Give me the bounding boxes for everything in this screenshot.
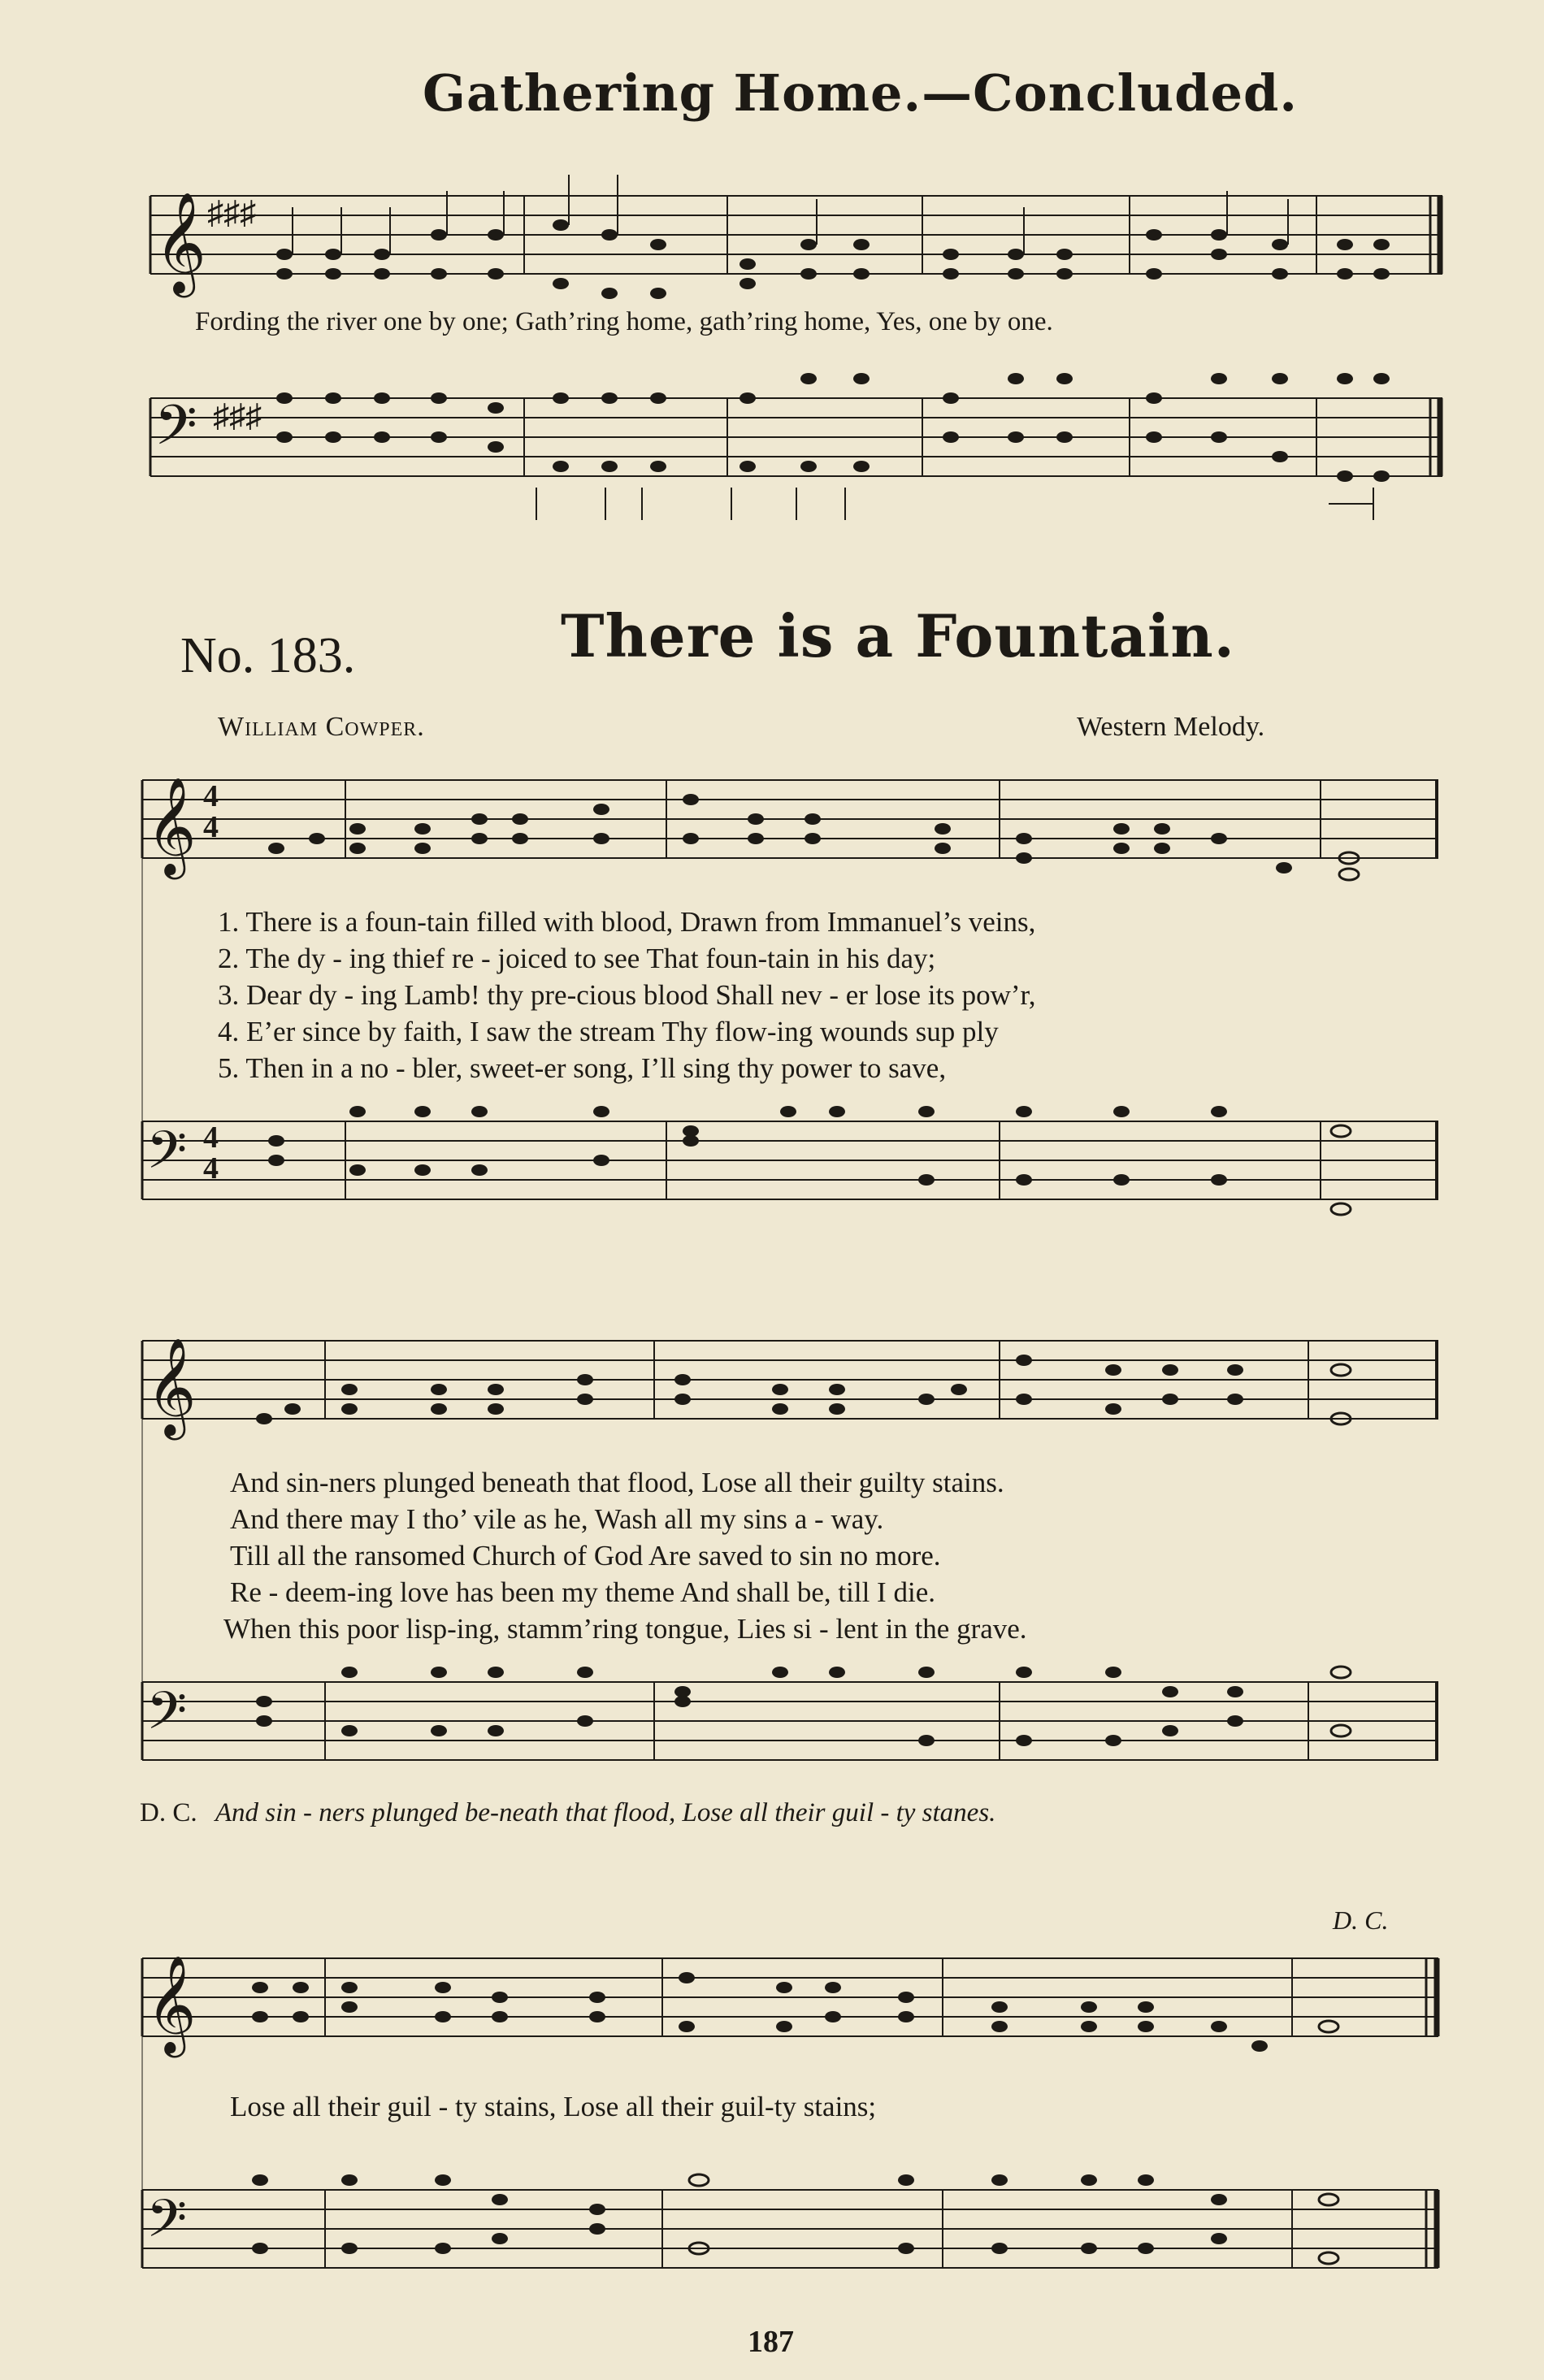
verse-4-line-a: 4. E’er since by faith, I saw the stream Thy flow-ing wounds sup ply <box>218 1016 999 1047</box>
svg-text:♯♯♯: ♯♯♯ <box>213 397 262 434</box>
gathering-lyric: Fording the river one by one; Gath’ring home, gath’ring home, Yes, one by one. <box>195 307 1053 336</box>
refrain-lyric: Lose all their guil - ty stains, Lose all their guil-ty stains; <box>230 2091 877 2122</box>
svg-text:𝄢: 𝄢 <box>154 396 197 470</box>
verse-2-line-b: And there may I tho’ vile as he, Wash all my sins a - way. <box>230 1503 884 1535</box>
verse-1-line-a: 1. There is a foun-tain filled with blood, Drawn from Immanuel’s veins, <box>218 906 1036 938</box>
svg-text:𝄞: 𝄞 <box>154 192 206 293</box>
refrain-da-capo-mark: D. C. <box>1333 1905 1389 1935</box>
hymn-author: William Cowper. <box>218 712 425 742</box>
da-capo-text: And sin - ners plunged be-neath that flood, Lose all their guil - ty stanes. <box>215 1798 996 1827</box>
svg-text:𝄞: 𝄞 <box>146 780 197 874</box>
svg-text:𝄞: 𝄞 <box>146 1341 197 1434</box>
svg-text:𝄢: 𝄢 <box>146 1682 188 1753</box>
verse-5-line-a: 5. Then in a no - bler, sweet-er song, I’ll sing thy power to save, <box>218 1052 947 1084</box>
verse-2-line-a: 2. The dy - ing thief re - joiced to see That foun-tain in his day; <box>218 943 936 974</box>
svg-text:𝄢: 𝄢 <box>146 2190 188 2261</box>
svg-text:4: 4 <box>203 810 219 844</box>
verse-3-line-a: 3. Dear dy - ing Lamb! thy pre-cious blood Shall nev - er lose its pow’r, <box>218 979 1036 1011</box>
hymn-title: There is a Fountain. <box>561 601 1235 670</box>
verse-4-line-b: Re - deem-ing love has been my theme And shall be, till I die. <box>230 1576 935 1608</box>
verse-3-line-b: Till all the ransomed Church of God Are saved to sin no more. <box>230 1540 941 1571</box>
svg-text:♯♯♯: ♯♯♯ <box>207 194 256 231</box>
svg-text:4: 4 <box>203 1121 219 1155</box>
da-capo-label: D. C. <box>140 1798 197 1827</box>
verse-1-line-b: And sin-ners plunged beneath that flood, Lose all their guilty stains. <box>230 1467 1004 1498</box>
verse-5-line-b: When this poor lisp-ing, stamm’ring tongue, Lies si - lent in the grave. <box>223 1613 1027 1645</box>
svg-text:𝄢: 𝄢 <box>146 1121 188 1192</box>
hymn-composer: Western Melody. <box>1077 712 1265 742</box>
continuation-title: Gathering Home.—Concluded. <box>423 63 1298 123</box>
page-number: 187 <box>748 2325 794 2359</box>
svg-text:𝄞: 𝄞 <box>146 1958 197 2052</box>
svg-text:4: 4 <box>203 779 219 813</box>
svg-text:4: 4 <box>203 1151 219 1186</box>
hymn-number: No. 183. <box>180 628 356 683</box>
